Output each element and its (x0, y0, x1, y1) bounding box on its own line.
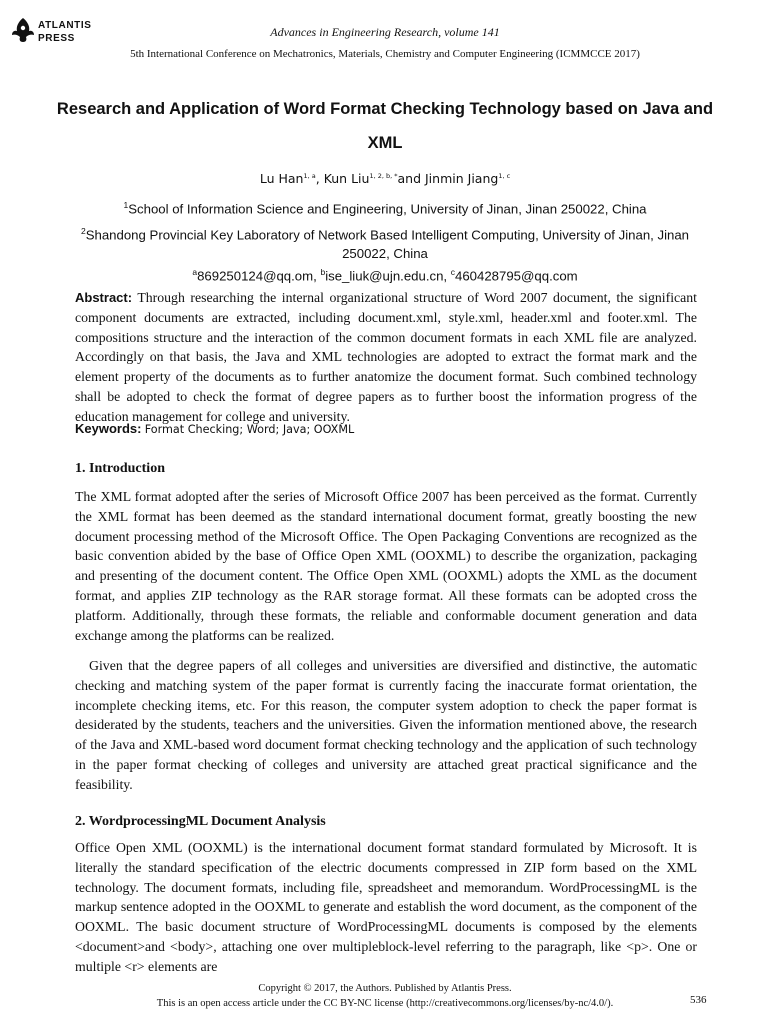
email-address: ise_liuk@ujn.edu.cn (325, 268, 444, 284)
abstract (75, 288, 697, 427)
body-paragraph: The XML format adopted after the series of Microsoft Office 2007 has been perceived as the format. Currently the XML format has been deemed as the standard international document format, greatly boosting the new document processing method of the Microsoft Office. The Open Packaging Conventions are recognized as the basic convention abided by the base of Office Open XML (OOXML) to describe the organization, packaging and presenting of the document content. The Office Open XML (OOXML) adopts the XML as the document format, and applies ZIP technology as the RAR storage format. All these formats can be adopted cross the platform. Additionally, through these formats, the reliable and conformable document generation and data exchange among the platforms can be realized. (75, 489, 697, 643)
body-paragraph: Office Open XML (OOXML) is the international document format standard formulated by Microsoft. It is literally the standard specification of the electric documents compressed in ZIP form based on the XML technology. The document formats, including file, spreadsheet and memorandum. WordProcessingML is the markup sentence adopted in the OOXML to generate and establish the word document, as the component of the OOXML. The basic document structure of WordProcessingML documents is composed by the elements <document>and <body>, attaching one over multipleblock-level referring to the paragraph, like <p>. One or multiple <r> elements are (75, 840, 697, 974)
email-address: 869250124@qq.om (197, 268, 314, 284)
author-name: Jinmin Jiang (425, 171, 499, 186)
author-list (0, 171, 770, 186)
author-mark: 1, 2, b, * (369, 171, 398, 180)
keywords-label: Keywords: (75, 421, 142, 436)
logo-line-1: ATLANTIS (38, 20, 92, 31)
email-mark: a (192, 267, 198, 277)
affiliation (60, 222, 710, 263)
author-name: Lu Han (259, 171, 304, 186)
affiliation-mark: 2 (80, 226, 86, 236)
author-and: and (397, 171, 425, 186)
section-heading-introduction: 1. Introduction (75, 461, 165, 476)
body-paragraph: Given that the degree papers of all colleges and universities are diversified and distinctive, the automatic checking and matching system of the paper format is currently facing the inaccurate format orientation, the incomplete checking items, etc. For this reason, the computer system adoption to check the paper format is desiderated by the students, teachers and the universities. Given the information mentioned above, the research of the Java and XML-based word document format checking technology and the application of such technology in the paper format checking of colleges and university are attached great practical significance and the feasibility. (75, 658, 697, 792)
copyright-line: Copyright © 2017, the Authors. Published by Atlantis Press. (258, 983, 512, 994)
abstract-label: Abstract: (75, 290, 133, 305)
author-separator: , (315, 171, 324, 186)
logo-line-2: PRESS (38, 33, 75, 44)
email-mark: c (450, 267, 455, 277)
email-address: 460428795@qq.com (455, 268, 578, 284)
keywords (75, 421, 354, 437)
license-line: This is an open access article under the CC BY-NC license (http://creativecommons.org/licenses/by-nc/4.0/). (156, 998, 614, 1009)
affiliation-text: Shandong Provincial Key Laboratory of Network Based Intelligent Computing, University of Jinan, Jinan 250022, China (85, 227, 690, 262)
running-head: Advances in Engineering Research, volume 141 (270, 25, 500, 39)
keywords-text: Format Checking; Word; Java; OOXML (144, 423, 355, 436)
email-separator: , (443, 268, 451, 284)
affiliation-text: School of Information Science and Engineering, University of Jinan, Jinan 250022, China (128, 201, 647, 217)
abstract-text: Through researching the internal organizational structure of Word 2007 document, the significant component documents are extracted, including document.xml, style.xml, header.xml and footer.xml. The compositions structure and the interaction of the common document formats in each XML file are analyzed. Accordingly on that basis, the Java and XML technologies are adopted to extract the format mark and the element property of the documents as to further anatomize the document format. Such combined technology shall be adopted to check the format of degree papers as to further boost the information progress of the education management for college and university. (75, 290, 698, 424)
conference-line: 5th International Conference on Mechatronics, Materials, Chemistry and Computer Engineering (ICMMCCE 2017) (130, 48, 640, 60)
author-mark: 1, a (303, 171, 316, 180)
author-mark: 1, c (498, 171, 511, 180)
affiliation (60, 196, 710, 218)
affiliation-mark: 1 (123, 200, 129, 210)
email-mark: b (320, 267, 326, 277)
paper-title: Research and Application of Word Format Checking Technology based on Java and XML (56, 100, 714, 152)
email-list (0, 267, 770, 283)
section-heading-wordprocessingml: 2. WordprocessingML Document Analysis (75, 814, 326, 829)
author-name: Kun Liu (323, 171, 370, 186)
page-number: 536 (690, 994, 707, 1006)
email-separator: , (313, 268, 321, 284)
